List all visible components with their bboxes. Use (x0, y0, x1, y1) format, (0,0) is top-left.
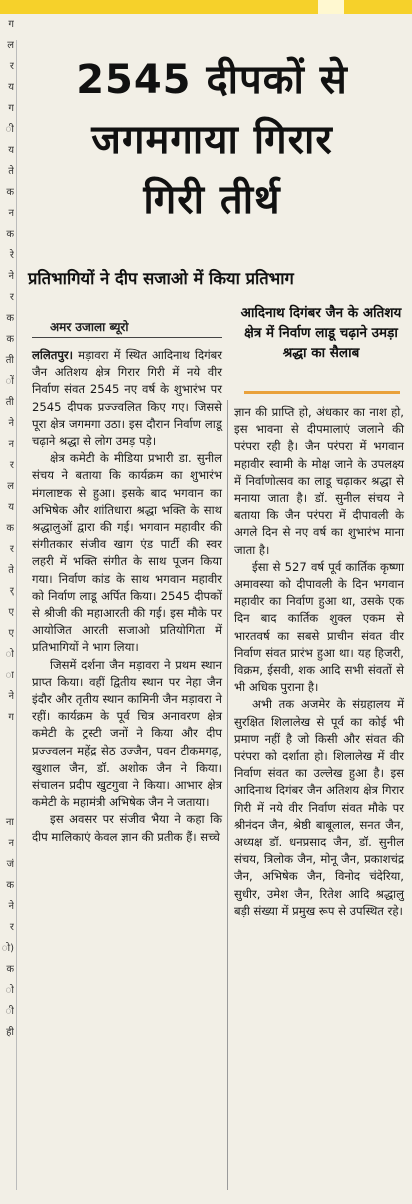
edge-char: ही (6, 1027, 14, 1038)
byline: अमर उजाला ब्यूरो (50, 320, 129, 334)
edge-char: ने (8, 271, 14, 282)
edge-char: क (6, 964, 14, 975)
body-column-right (234, 404, 404, 920)
edge-char: ग (8, 103, 14, 114)
edge-char: र् (9, 586, 14, 597)
edge-char: क (6, 187, 14, 198)
edge-char: र (9, 922, 14, 933)
headline-line: गिरी तीर्थ (143, 177, 281, 223)
subheadline: प्रतिभागियों ने दीप सजाओ में किया प्रतिभाग (28, 269, 294, 288)
highlight-underline (244, 391, 400, 394)
edge-char: ो) (1, 943, 14, 954)
edge-char: ी (5, 124, 14, 135)
edge-char: ल (7, 481, 14, 492)
edge-char: ती (5, 397, 14, 408)
edge-char: ए (8, 607, 14, 618)
edge-char: क (6, 523, 14, 534)
edge-char: ग (8, 19, 14, 30)
edge-char (0, 728, 14, 749)
edge-char: र (9, 460, 14, 471)
edge-char: र (9, 544, 14, 555)
highlight-box: आदिनाथ दिगंबर जैन के अतिशय क्षेत्र में निर्वाण लाडू चढ़ाने उमड़ा श्रद्धा का सैलाब (240, 305, 402, 361)
edge-char: ो (5, 649, 14, 660)
top-color-bar (0, 0, 412, 14)
edge-char: क (6, 229, 14, 240)
body-column-left (32, 347, 222, 846)
edge-char (0, 770, 14, 791)
paragraph: ज्ञान की प्राप्ति हो, अंधकार का नाश हो, इस भावना से दीपमालाएं जलाने की परंपरा रही है। जैन परंपरा में भगवान महावीर स्वामी के मोक्ष जाने के उपलक्ष्य में निर्वाणोत्सव का लाडू चढ़ाकर श्रद्धा से मनाया जाता है। डॉ. सुनील संचय ने बताया कि जैन परंपरा में दीपावली के अगले दिन से नए वर्ष का शुभारंभ माना जाता है। (234, 405, 404, 557)
edge-char: न (8, 439, 14, 450)
column-separator (227, 400, 228, 1190)
paragraph: क्षेत्र कमेटी के मीडिया प्रभारी डा. सुनील संचय ने बताया कि कार्यक्रम का शुभारंभ मंगलाष्टक से हुआ। इसके बाद भगवान का अभिषेक और शांतिधारा श्रद्धा भक्ति के साथ श्रद्धालुओं द्वारा की गई। भगवान महावीर की संगीतकार संजीव खाग एंड पार्टी की स्वर लहरी में भक्ति संगीत के साथ पूजन किया गया। निर्वाण कांड के साथ भगवान महावीर को निर्वाण लाडू अर्पित किया। 2545 दीपकों से श्रीजी की महाआरती की गई। इस मौके पर आयोजित आरती सजाओ प्रतियोगिता में प्रतिभागियों ने भाग लिया। (32, 451, 222, 655)
edge-char: य (8, 502, 14, 513)
byline-divider (32, 337, 222, 338)
edge-char: ग (8, 712, 14, 723)
edge-char: य (8, 145, 14, 156)
headline-line: जगमगाया गिरार (91, 117, 333, 163)
edge-char: य (8, 82, 14, 93)
paragraph: ईसा से 527 वर्ष पूर्व कार्तिक कृष्णा अमावस्या को दीपावली के दिन भगवान महावीर का निर्वाण हुआ था, उसके एक दिन बाद कार्तिक शुक्ल एकम से भारतवर्ष का सबसे प्राचीन संवत वीर निर्वाण संवत प्रारंभ हुआ था। यह हिजरी, विक्रम, ईसवी, शक आदि सभी संवतों से भी अधिक पुराना है। (234, 559, 404, 695)
headline (22, 50, 402, 230)
edge-char: जं (6, 859, 14, 870)
headline-line: 2545 दीपकों से (76, 57, 348, 103)
edge-char (0, 791, 14, 812)
edge-char: ा (5, 670, 14, 681)
edge-char: क (6, 880, 14, 891)
edge-char: ने (8, 691, 14, 702)
edge-char: ने (8, 901, 14, 912)
edge-char: ने (8, 418, 14, 429)
dateline: ललितपुर। (32, 348, 74, 362)
paragraph: अभी तक अजमेर के संग्रहालय में सुरक्षित शिलालेख से पूर्व का कोई भी प्रमाण नहीं है जो किसी और संवत की परंपरा को दर्शाता हो। शिलालेख में वीर निर्वाण संवत का उल्लेख हुआ है। इस आदिनाथ दिगंबर जैन अतिशय क्षेत्र गिरार गिरी में नये वीर निर्वाण संवत मौके पर श्रीनंदन जैन, श्रेष्ठी बाबूलाल, सनत जैन, अध्यक्ष डॉ. धनप्रसाद जैन, डॉ. सुनील संचय, त्रिलोक जैन, मोनू जैन, प्रकाशचंद्र जैन, अभिषेक जैन, विनोद चंदेरिया, सुधीर, उमेश जैन, रितेश आदि श्रद्धालु बड़ी संख्या में प्रमुख रूप से उपस्थित रहे। (234, 697, 404, 918)
paragraph (32, 347, 222, 450)
edge-char: न (8, 208, 14, 219)
edge-char: ों (5, 376, 14, 387)
top-bar-gap (318, 0, 344, 14)
edge-char: न (8, 838, 14, 849)
paragraph-text: मड़ावरा में स्थित आदिनाथ दिगंबर जैन अतिशय क्षेत्र गिरार गिरी में नये वीर निर्वाण संवत 2545 नए वर्ष के शुभारंभ पर 2545 दीपक प्रज्ज्वलित किए गए। जिससे पूरा क्षेत्र जगमगा उठा। इस दौरान निर्वाण लाडू चढ़ाने श्रद्धा से लोग उमड़ पड़े। (32, 348, 222, 449)
edge-char: ी (5, 1006, 14, 1017)
edge-char: ो (5, 985, 14, 996)
paragraph: जिसमें दर्शना जैन मड़ावरा ने प्रथम स्थान प्राप्त किया। वहीं द्वितीय स्थान पर नेहा जैन इंदौर और तृतीय स्थान कामिनी जैन मड़ावरा ने रहीं। कार्यक्रम के पूर्व चित्र अनावरण क्षेत्र कमेटी के ट्रस्टी जनों ने किया और दीप प्रज्ज्वलन महेंद्र सेठ उज्जैन, पवन टीकमगढ़, खुशाल जैन, डॉ. अशोक जैन ने किया। संचालन प्रदीप खुटगुवा ने किया। आभार क्षेत्र कमेटी के महामंत्री अभिषेक जैन ने जताया। (32, 657, 222, 810)
edge-char: रे (9, 250, 14, 261)
edge-char: ती (5, 355, 14, 366)
edge-char: र (9, 292, 14, 303)
edge-char: ते (8, 166, 14, 177)
edge-char: क (6, 334, 14, 345)
edge-char: ल (7, 40, 14, 51)
edge-char (0, 749, 14, 770)
edge-char: र (9, 61, 14, 72)
paragraph: इस अवसर पर संजीव भैया ने कहा कि दीप मालिकाएं केवल ज्ञान की प्रतीक हैं। सच्चे (32, 812, 222, 844)
edge-char: क (6, 313, 14, 324)
column-divider (16, 40, 17, 1190)
edge-char: ए (8, 628, 14, 639)
edge-char: ते (8, 565, 14, 576)
edge-char: ना (5, 817, 14, 828)
adjacent-article-edge (0, 14, 14, 1204)
